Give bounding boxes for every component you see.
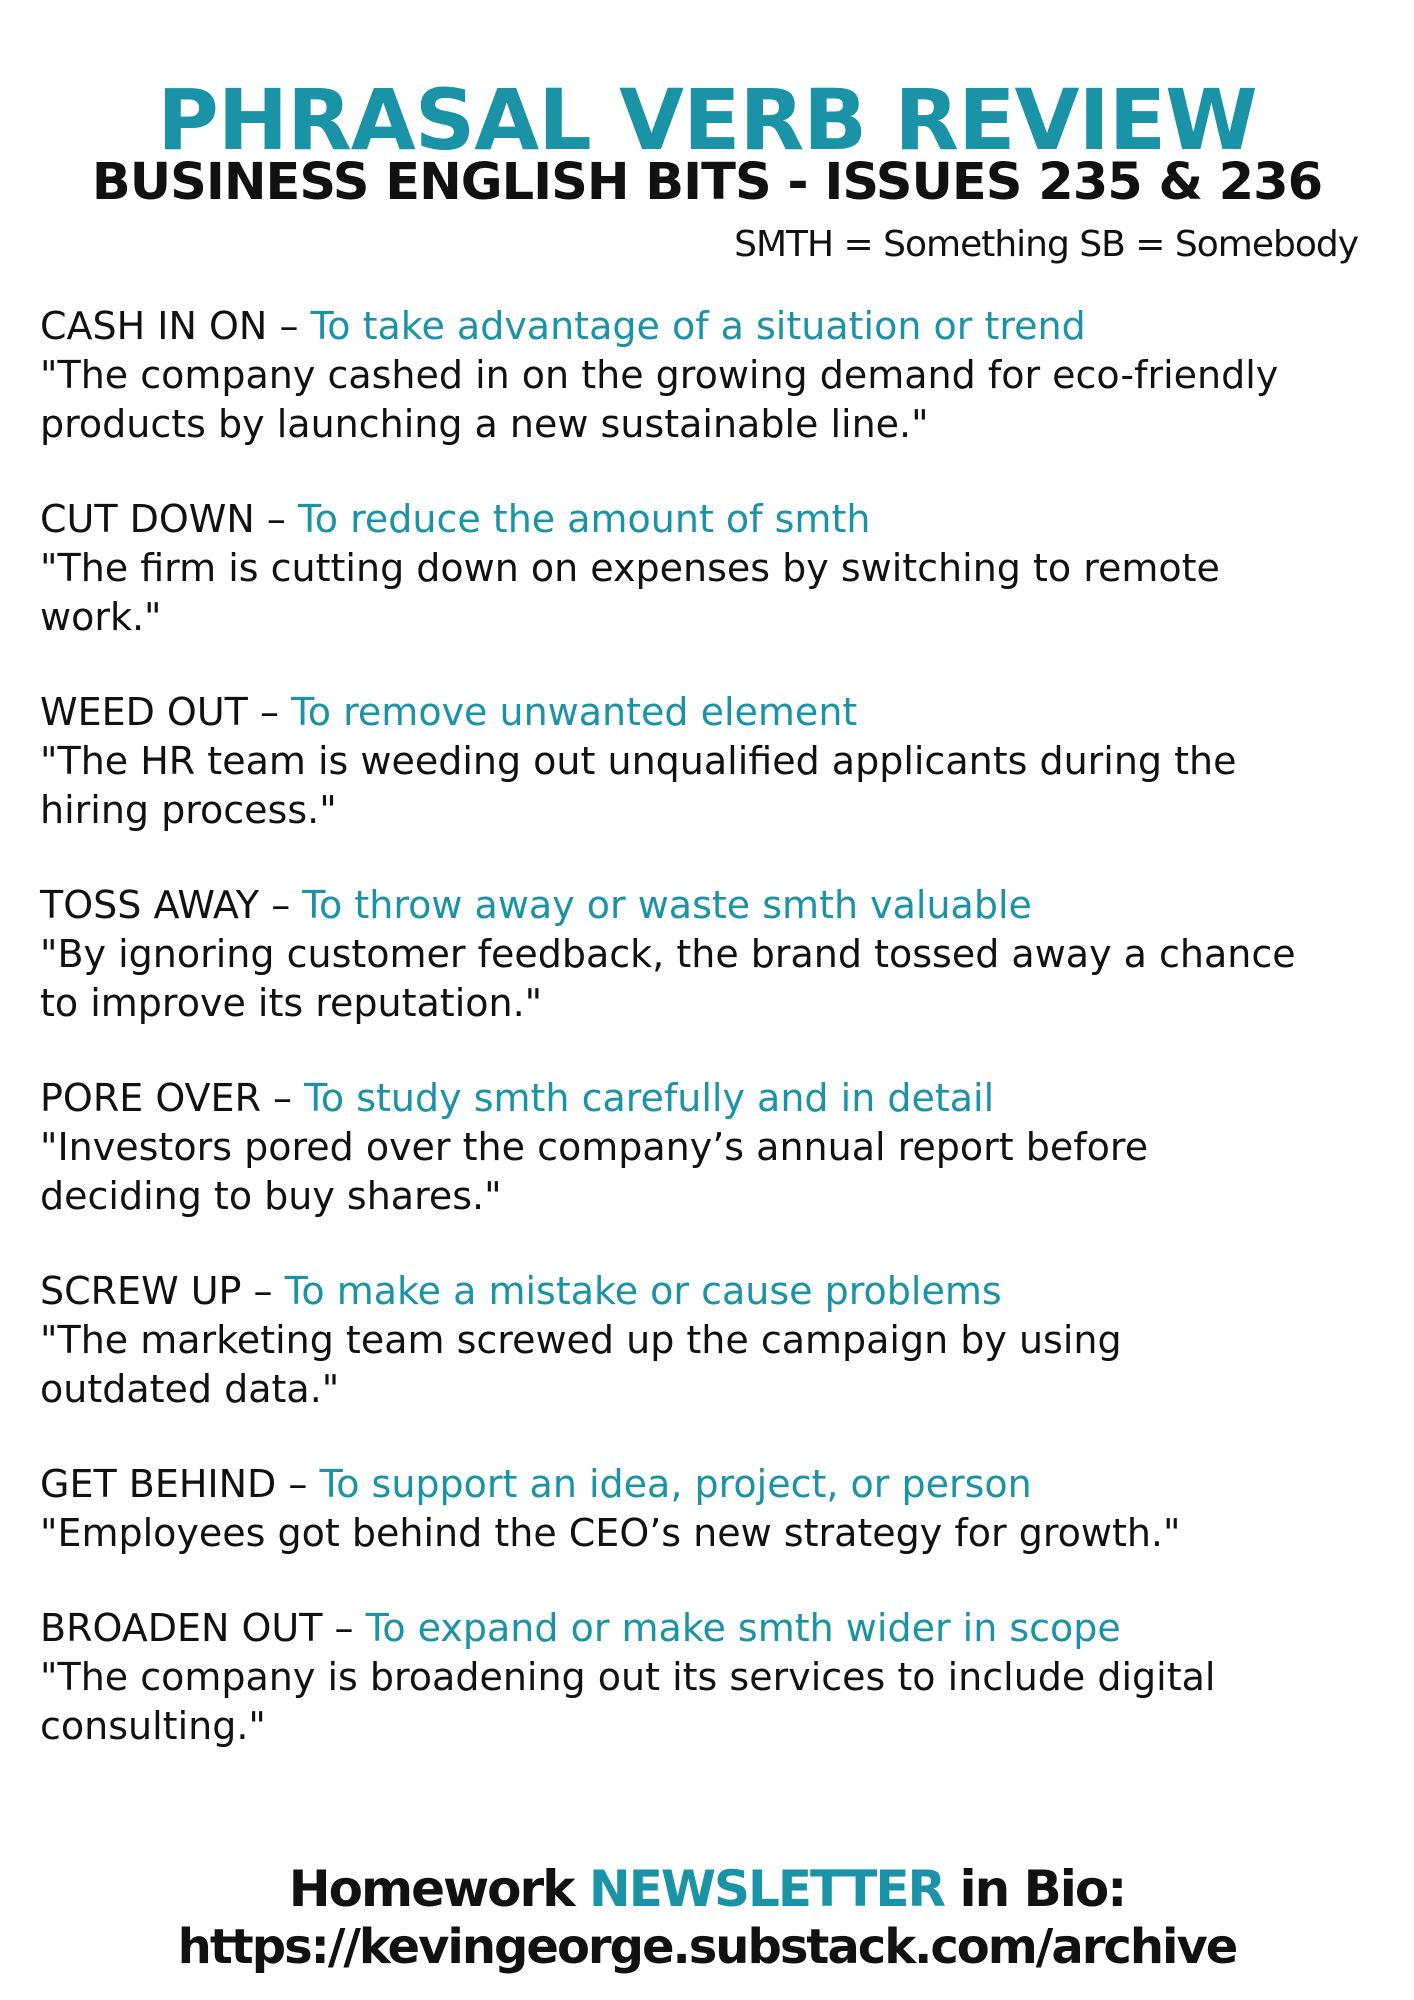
example-line: "Investors pored over the company’s annual report before (40, 1125, 1149, 1169)
example-line: "The marketing team screwed up the campaign by using (40, 1318, 1122, 1362)
phrasal-verb: BROADEN OUT (40, 1606, 323, 1650)
entry-headline (40, 1074, 1380, 1123)
phrasal-verb: SCREW UP (40, 1269, 242, 1313)
entry-headline (40, 302, 1380, 351)
example-line: "Employees got behind the CEO’s new strategy for growth." (40, 1511, 1181, 1555)
separator: – (247, 690, 292, 734)
list-item (40, 881, 1380, 1028)
definition: To expand or make smth wider in scope (365, 1606, 1121, 1650)
newsletter-callout (0, 1858, 1414, 1920)
example-line: products by launching a new sustainable line." (40, 402, 929, 446)
phrasal-verb: TOSS AWAY (40, 883, 260, 927)
separator: – (276, 1462, 320, 1506)
newsletter-prefix: Homework (288, 1860, 589, 1918)
list-item (40, 1267, 1380, 1414)
entry-headline (40, 1604, 1380, 1653)
definition: To throw away or waste smth valuable (302, 883, 1032, 927)
example-line: to improve its reputation." (40, 981, 543, 1025)
definition: To support an idea, project, or person (319, 1462, 1032, 1506)
list-item (40, 495, 1380, 642)
separator: – (322, 1606, 366, 1650)
page-title: PHRASAL VERB REVIEW (157, 71, 1257, 169)
entry-headline (40, 1460, 1380, 1509)
definition: To remove unwanted element (291, 690, 858, 734)
newsletter-suffix: in Bio: (944, 1860, 1126, 1918)
definition: To take advantage of a situation or trend (310, 304, 1086, 348)
example-line: "By ignoring customer feedback, the brand tossed away a chance (40, 932, 1296, 976)
list-item (40, 1604, 1380, 1751)
page-subtitle: BUSINESS ENGLISH BITS - ISSUES 235 & 236 (91, 153, 1323, 212)
definition: To reduce the amount of smth (297, 497, 871, 541)
example-line: "The company cashed in on the growing demand for eco-friendly (40, 353, 1279, 397)
example-line: work." (40, 595, 162, 639)
abbreviation-legend: SMTH = Something SB = Somebody (734, 224, 1358, 265)
phrasal-verb: WEED OUT (40, 690, 248, 734)
phrasal-verb: GET BEHIND (40, 1462, 277, 1506)
example-line: outdated data." (40, 1367, 340, 1411)
definition: To make a mistake or cause problems (284, 1269, 1002, 1313)
phrasal-verb: CUT DOWN (40, 497, 255, 541)
separator: – (241, 1269, 285, 1313)
entry-headline (40, 881, 1380, 930)
phrasal-verb-list (40, 302, 1380, 1797)
example-line: "The firm is cutting down on expenses by switching to remote (40, 546, 1220, 590)
separator: – (259, 883, 303, 927)
separator: – (260, 1076, 305, 1120)
newsletter-url: https://kevingeorge.substack.com/archive (177, 1919, 1237, 1975)
example-line: "The company is broadening out its services to include digital (40, 1655, 1216, 1699)
separator: – (267, 304, 311, 348)
example-line: "The HR team is weeding out unqualified applicants during the (40, 739, 1237, 783)
definition: To study smth carefully and in detail (304, 1076, 995, 1120)
example-line: consulting." (40, 1704, 266, 1748)
entry-headline (40, 688, 1380, 737)
list-item (40, 302, 1380, 449)
example-line: hiring process." (40, 788, 337, 832)
example-line: deciding to buy shares." (40, 1174, 502, 1218)
newsletter-highlight: NEWSLETTER (588, 1860, 945, 1918)
separator: – (254, 497, 298, 541)
list-item (40, 1074, 1380, 1221)
phrasal-verb: PORE OVER (40, 1076, 261, 1120)
entry-headline (40, 495, 1380, 544)
list-item (40, 688, 1380, 835)
list-item (40, 1460, 1380, 1558)
phrasal-verb: CASH IN ON (40, 304, 268, 348)
entry-headline (40, 1267, 1380, 1316)
